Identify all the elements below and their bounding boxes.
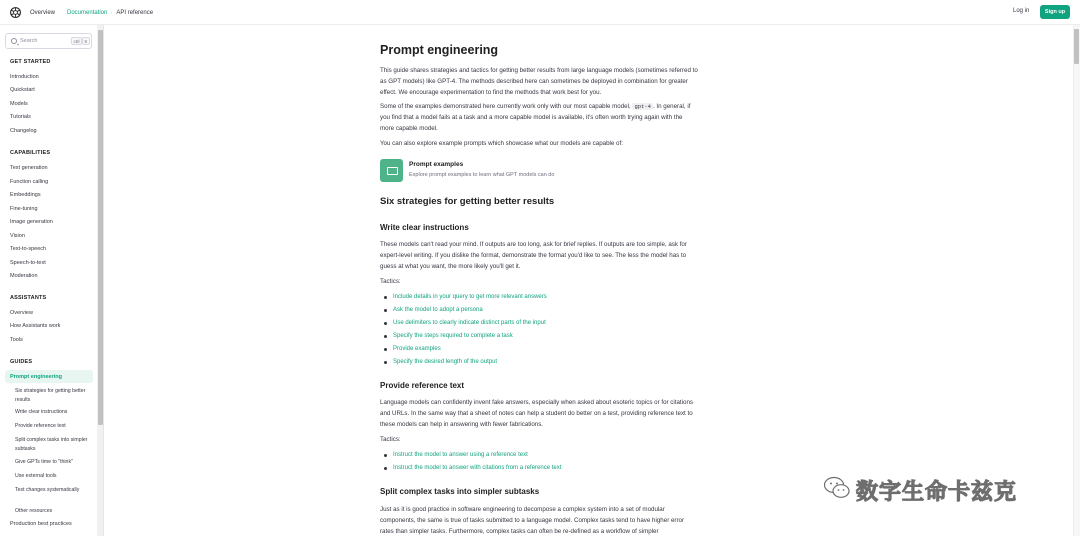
page-scrollbar-thumb[interactable] [1074, 29, 1079, 64]
watermark [823, 473, 1053, 505]
search-input[interactable] [5, 33, 92, 49]
sidebar-item-vision[interactable]: Vision [10, 233, 25, 239]
sidebar-item-how-assistants-work[interactable]: How Assistants work [10, 323, 61, 329]
split-tasks-body: Just as it is good practice in software engineering to decompose a complex system into a set of modular components, the same is true of tasks submitted to a language model. Complex tasks tend to have higher error rates than simpler tasks. Furthermore, complex tasks can often be re-defined as a workflow of simpler [380, 506, 685, 535]
nav-api-reference[interactable]: API reference [116, 9, 154, 16]
section-capabilities: CAPABILITIES [10, 150, 51, 156]
sidebar-sub-external-tools[interactable]: Use external tools [15, 473, 57, 479]
tactic-link[interactable]: Instruct the model to answer with citations from a reference text [393, 465, 562, 471]
sidebar-item-overview[interactable]: Overview [10, 310, 33, 316]
top-nav [30, 0, 165, 25]
sidebar-item-speech-to-text[interactable]: Speech-to-text [10, 260, 46, 266]
section-assistants: ASSISTANTS [10, 295, 47, 301]
page-title: Prompt engineering [380, 43, 499, 57]
tactic-link[interactable]: Specify the desired length of the output [393, 359, 498, 365]
sidebar-item-quickstart[interactable]: Quickstart [10, 87, 35, 93]
openai-logo-icon[interactable] [9, 6, 22, 19]
sidebar-sub-six-strategies[interactable]: Six strategies for getting better results [15, 388, 86, 403]
sidebar-item-embeddings[interactable]: Embeddings [10, 192, 41, 198]
sidebar-item-text-to-speech[interactable]: Text-to-speech [10, 246, 47, 252]
model-note-text-end: . In general, if you find that a model fails at a task and a more capable model is available, it's often worth trying again with the more capable model. [380, 103, 691, 132]
tactics-label: Tactics: [380, 278, 401, 285]
sidebar-item-models[interactable]: Models [10, 101, 28, 107]
sidebar-sub-time-to-think[interactable]: Give GPTs time to "think" [15, 459, 73, 465]
watermark-text: 数字生命卡兹克 [856, 479, 1018, 504]
nav-documentation[interactable]: Documentation [67, 9, 108, 16]
intro-paragraph: This guide shares strategies and tactics for getting better results from large language models (sometimes referred to as GPT models) like GPT-4. The methods described here can sometimes be deployed in combination for greater effect. We encourage experimentation to find the methods that work best for you. [380, 67, 698, 96]
model-note-text: Some of the examples demonstrated here currently work only with our most capable model, [380, 103, 633, 110]
sidebar-scrollbar-thumb[interactable] [98, 30, 103, 425]
sidebar [0, 25, 97, 536]
explore-paragraph: You can also explore example prompts which showcase what our models are capable of: [380, 140, 623, 147]
section-guides: GUIDES [10, 359, 33, 365]
sidebar-item-changelog[interactable]: Changelog [10, 128, 37, 134]
tactics-label: Tactics: [380, 436, 401, 443]
sidebar-item-tutorials[interactable]: Tutorials [10, 114, 31, 120]
login-link[interactable]: Log in [1013, 8, 1030, 14]
card-description: Explore prompt examples to learn what GPT models can do [409, 172, 555, 178]
sidebar-item-moderation[interactable]: Moderation [10, 273, 38, 279]
shortcut-k-key: K [82, 37, 90, 45]
tactic-link[interactable]: Specify the steps required to complete a task [393, 333, 513, 339]
tactic-link[interactable]: Use delimiters to clearly indicate distinct parts of the input [393, 320, 546, 326]
main-content [380, 25, 700, 536]
sidebar-sub-split-tasks[interactable]: Split complex tasks into simpler subtasks [15, 437, 88, 452]
tactic-link[interactable]: Instruct the model to answer using a reference text [393, 452, 528, 458]
sidebar-item-fine-tuning[interactable]: Fine-tuning [10, 206, 38, 212]
sidebar-item-production-best-practices[interactable]: Production best practices [10, 521, 72, 527]
tactic-link[interactable]: Provide examples [393, 346, 441, 352]
book-icon [380, 159, 403, 182]
sidebar-sub-reference-text[interactable]: Provide reference text [15, 423, 66, 429]
section-heading-reference-text: Provide reference text [380, 381, 465, 390]
search-placeholder: Search [20, 38, 38, 44]
prompt-examples-card[interactable] [380, 159, 650, 183]
search-icon [11, 38, 17, 44]
section-get-started: GET STARTED [10, 59, 51, 65]
card-title: Prompt examples [409, 161, 464, 168]
model-note-paragraph [380, 101, 698, 134]
page-scrollbar[interactable] [1073, 25, 1080, 536]
tactic-link[interactable]: Include details in your query to get more relevant answers [393, 294, 547, 300]
shortcut-ctrl-key: ctrl [71, 37, 82, 45]
sidebar-sub-write-clear[interactable]: Write clear instructions [15, 409, 68, 415]
sidebar-item-prompt-engineering-label: Prompt engineering [10, 374, 62, 380]
signup-button[interactable]: Sign up [1040, 5, 1070, 19]
model-code: gpt-4 [634, 103, 651, 110]
section-heading-write-clear: Write clear instructions [380, 223, 469, 232]
tactic-link[interactable]: Ask the model to adopt a persona [393, 307, 483, 313]
nav-separator: · [110, 9, 113, 16]
sidebar-item-tools[interactable]: Tools [10, 337, 23, 343]
top-bar [0, 0, 1080, 25]
reference-text-body: Language models can confidently invent fake answers, especially when asked about esoteric topics or for citations and URLs. In the same way that a sheet of notes can help a student do better on a test, providing reference text to these models can help in answering with fewer fabrications. [380, 399, 693, 428]
sidebar-item-text-generation[interactable]: Text generation [10, 165, 48, 171]
sidebar-item-function-calling[interactable]: Function calling [10, 179, 49, 185]
wechat-icon [823, 475, 851, 501]
sidebar-sub-other-resources[interactable]: Other resources [15, 508, 53, 514]
strategies-heading: Six strategies for getting better results [380, 196, 555, 207]
nav-overview[interactable]: Overview [30, 9, 56, 16]
write-clear-body: These models can't read your mind. If outputs are too long, ask for brief replies. If outputs are too simple, ask for expert-level writing. If you dislike the format, demonstrate the format you'd like to see. The less the model has to guess at what you want, the more likely you'll get it. [380, 241, 687, 270]
section-heading-split-tasks: Split complex tasks into simpler subtasks [380, 487, 540, 496]
sidebar-item-introduction[interactable]: Introduction [10, 74, 39, 80]
sidebar-sub-test-changes[interactable]: Test changes systematically [15, 487, 80, 493]
sidebar-item-image-generation[interactable]: Image generation [10, 219, 53, 225]
